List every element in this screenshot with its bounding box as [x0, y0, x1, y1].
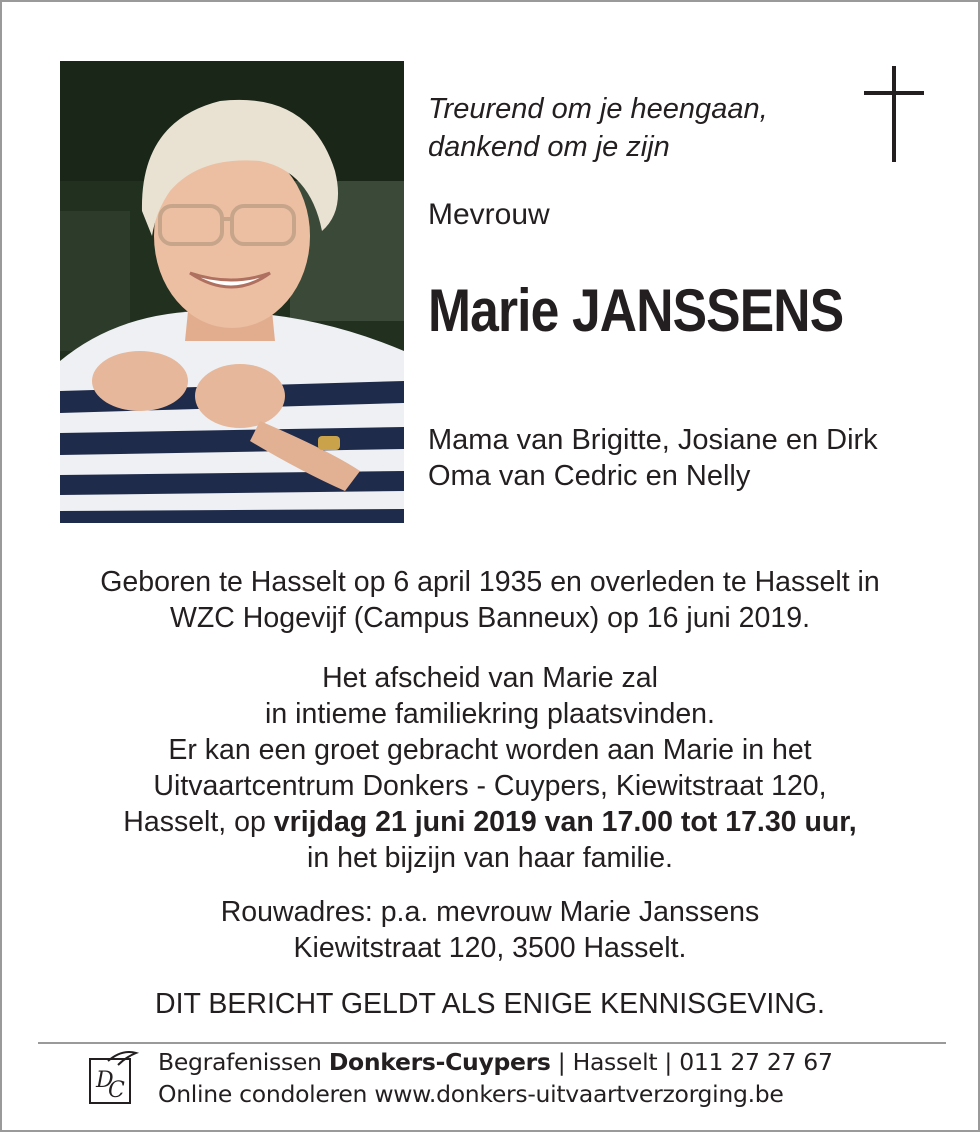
- official-notice: DIT BERICHT GELDT ALS ENIGE KENNISGEVING.: [155, 988, 825, 1020]
- text-line: WZC Hogevijf (Campus Banneux) op 16 juni 2019.: [170, 602, 810, 634]
- company-name: Donkers-Cuypers: [328, 1048, 551, 1076]
- dc-monogram-logo: [88, 1051, 140, 1110]
- memorial-quote: [428, 90, 768, 166]
- company-city: Hasselt: [572, 1048, 658, 1076]
- quote-line: dankend om je zijn: [428, 131, 670, 163]
- footer-company-line: [158, 1046, 833, 1078]
- visitation-date-time: vrijdag 21 juni 2019 van 17.00 tot 17.30 uur,: [273, 806, 857, 838]
- text-line: in intieme familiekring plaatsvinden.: [265, 698, 715, 730]
- honorific: Mevrouw: [428, 198, 550, 231]
- online-label: Online condoleren: [158, 1080, 375, 1108]
- family-relations: [428, 422, 878, 494]
- relation-line: Mama van Brigitte, Josiane en Dirk: [428, 424, 878, 456]
- deceased-name: Marie JANSSENS: [428, 277, 844, 344]
- svg-text:D: D: [96, 1068, 114, 1093]
- text-line: Er kan een groet gebracht worden aan Marie in het: [168, 734, 812, 766]
- visitation-prefix: Hasselt, op: [123, 806, 274, 838]
- farewell-paragraph: [22, 660, 958, 876]
- address-line: Kiewitstraat 120, 3500 Hasselt.: [293, 932, 687, 964]
- company-prefix: Begrafenissen: [158, 1048, 329, 1076]
- quote-line: Treurend om je heengaan,: [428, 93, 768, 125]
- relation-line: Oma van Cedric en Nelly: [428, 460, 751, 492]
- birth-death-paragraph: [22, 564, 958, 636]
- svg-text:C: C: [108, 1078, 125, 1103]
- address-line: Rouwadres: p.a. mevrouw Marie Janssens: [220, 896, 760, 928]
- condolence-address: [22, 894, 958, 966]
- visitation-line: [22, 804, 958, 840]
- text-line: in het bijzijn van haar familie.: [307, 842, 673, 874]
- text-line: Het afscheid van Marie zal: [322, 662, 658, 694]
- company-phone: 011 27 27 67: [679, 1048, 833, 1076]
- cross-icon: [864, 66, 926, 169]
- separator: |: [657, 1048, 680, 1076]
- text-line: Geboren te Hasselt op 6 april 1935 en overleden te Hasselt in: [100, 566, 880, 598]
- funeral-home-footer: [158, 1046, 833, 1110]
- text-line: Uitvaartcentrum Donkers - Cuypers, Kiewitstraat 120,: [153, 770, 827, 802]
- website-link[interactable]: www.donkers-uitvaartverzorging.be: [374, 1080, 784, 1108]
- footer-divider: [38, 1042, 946, 1044]
- portrait-photo: [60, 61, 404, 523]
- separator: |: [550, 1048, 573, 1076]
- footer-website-line: [158, 1078, 833, 1110]
